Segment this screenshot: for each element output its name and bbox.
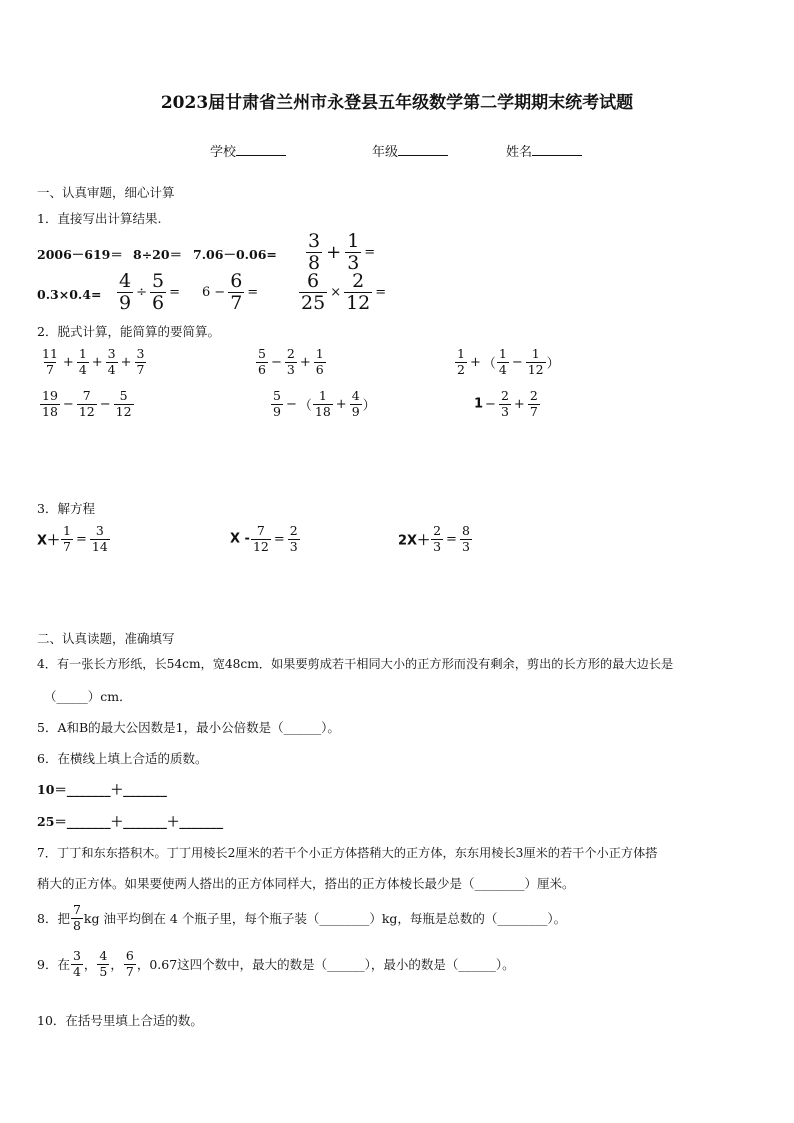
question-1: 1．直接写出计算结果. <box>37 211 162 226</box>
expr-1: $\frac{11}{7}$ + $\frac{1}{4}$ + $\frac{3}{4}$ + $\frac{3}{7}$ <box>42 346 145 377</box>
question-8[interactable]: 8．把 $\frac{7}{8}$ kg 油平均倒在 4 个瓶子里，每个瓶子装（________）kg，每瓶是总数的（________）。 <box>37 902 567 933</box>
expr-5: $\frac{5}{9}$ − （ $\frac{1}{18}$ + $\frac{4}{9}$ ） <box>273 388 376 419</box>
calc-1: 2006－619＝ <box>37 247 123 262</box>
calc-2: 8÷20＝ <box>133 247 183 262</box>
question-4-line1: 4．有一张长方形纸，长54cm，宽48cm．如果要剪成若干相同大小的正方形而没有剩余，剪出的长方形的最大边长是 <box>37 657 674 671</box>
expr-2: $\frac{5}{6}$ − $\frac{2}{3}$ + $\frac{1}{6}$ <box>258 346 324 377</box>
calc-5: 0.3×0.4= <box>37 287 102 302</box>
equation-2: X - $\frac{7}{12}$ = $\frac{2}{3}$ <box>230 523 298 554</box>
question-9[interactable]: 9．在 $\frac{3}{4}$ ， $\frac{4}{5}$ ， $\frac{6}{7}$ ，0.67这四个数中，最大的数是（______），最小的数是（______）。 <box>37 948 515 979</box>
question-7-line2[interactable]: 稍大的正方体。如果要使两人搭出的正方体同样大，搭出的正方体棱长最少是（________）厘米。 <box>37 876 575 891</box>
question-6-a[interactable]: 10＝_______＋_______ <box>37 782 167 797</box>
name-field[interactable]: 姓名 <box>506 141 582 160</box>
question-6-b[interactable]: 25＝_______＋_______＋_______ <box>37 814 224 829</box>
calc-7: 6 − $\frac{6}{7}$ = <box>202 270 259 314</box>
expr-6: 1 − $\frac{2}{3}$ + $\frac{2}{7}$ <box>474 388 538 419</box>
equation-1: X＋ $\frac{1}{7}$ = $\frac{3}{14}$ <box>37 523 108 554</box>
calc-8: $\frac{6}{25}$ × $\frac{2}{12}$ = <box>301 270 387 314</box>
question-4-line2[interactable]: （_____）cm． <box>44 689 132 704</box>
school-field[interactable]: 学校 <box>210 141 286 160</box>
question-2: 2．脱式计算，能简算的要简算。 <box>37 324 220 339</box>
question-3: 3．解方程 <box>37 501 95 516</box>
expr-4: $\frac{19}{18}$ − $\frac{7}{12}$ − $\frac{5}{12}$ <box>42 388 132 419</box>
equation-3: 2X＋ $\frac{2}{3}$ = $\frac{8}{3}$ <box>398 523 470 554</box>
section1-heading: 一、认真审题，细心计算 <box>37 185 175 200</box>
page-title: 2023届甘肃省兰州市永登县五年级数学第二学期期末统考试题 <box>160 93 634 113</box>
question-10: 10．在括号里填上合适的数。 <box>37 1013 203 1028</box>
grade-field[interactable]: 年级 <box>372 141 448 160</box>
calc-3: 7.06－0.06= <box>193 247 277 262</box>
calc-6: $\frac{4}{9}$ ÷ $\frac{5}{6}$ = <box>119 270 180 314</box>
expr-3: $\frac{1}{2}$ + （ $\frac{1}{4}$ − $\frac{1}{12}$ ） <box>457 346 560 377</box>
question-7-line1: 7．丁丁和东东搭积木。丁丁用棱长2厘米的若干个小正方体搭稍大的正方体，东东用棱长3厘米的若干个小正方体搭 <box>37 846 658 860</box>
calc-4: $\frac{3}{8}$ + $\frac{1}{3}$ = <box>308 230 376 274</box>
question-6: 6．在横线上填上合适的质数。 <box>37 751 208 766</box>
question-5[interactable]: 5．A和B的最大公因数是1，最小公倍数是（______）。 <box>37 720 340 735</box>
section2-heading: 二、认真读题，准确填写 <box>37 631 175 646</box>
